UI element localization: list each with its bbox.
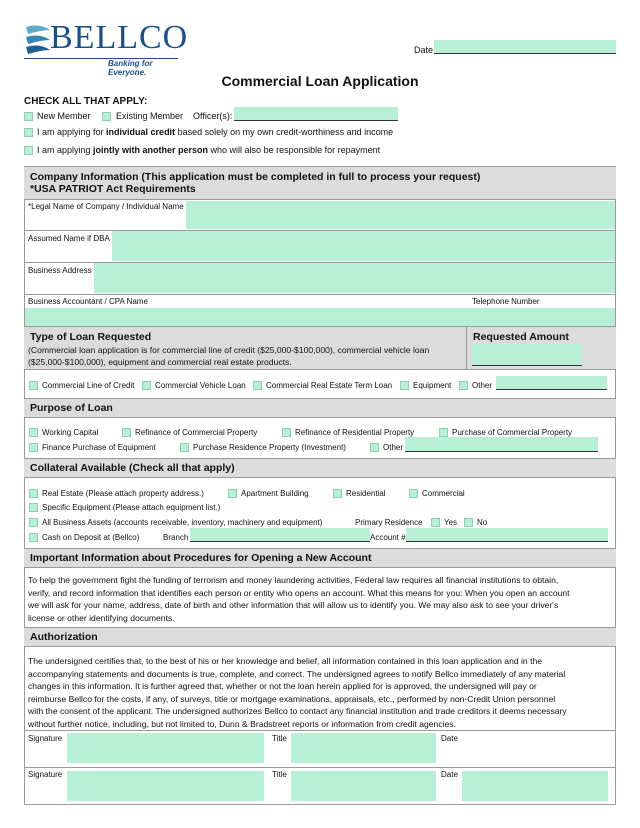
company-section-heading (24, 166, 616, 200)
legal-name-field[interactable] (186, 201, 615, 229)
important-section-heading (24, 548, 616, 568)
existing-member-label: Existing Member (116, 111, 184, 121)
all-assets-checkbox[interactable] (29, 518, 38, 527)
commercial-line-credit-checkbox[interactable] (29, 381, 38, 390)
refinance-residential-label: Refinance of Residential Property (295, 428, 415, 437)
divider (24, 730, 616, 731)
branch-field[interactable] (190, 528, 370, 542)
date-label: Date (441, 770, 458, 779)
primary-residence-label: Primary Residence (355, 518, 423, 527)
authorization-section-heading (24, 627, 616, 647)
commercial-vehicle-loan-label: Commercial Vehicle Loan (155, 381, 246, 390)
signature-label: Signature (28, 734, 63, 743)
purpose-heading: Purpose of Loan (30, 402, 113, 414)
page-title: Commercial Loan Application (221, 73, 419, 89)
purpose-other-field[interactable] (405, 437, 598, 452)
joint-credit-checkbox[interactable] (24, 146, 33, 155)
working-capital-checkbox[interactable] (29, 428, 38, 437)
working-capital-label: Working Capital (42, 428, 99, 437)
authorization-line: changes in this information. It is further agreed that, whether or not the loan herein applied for is approved, the undersigned will pay or (28, 681, 537, 691)
important-line: To help the government fight the funding of terrorism and money laundering activities, Federal law requires all financial institutions to obtain, (28, 575, 559, 585)
loan-type-heading: Type of Loan Requested (30, 331, 152, 343)
loan-type-amount-divider (466, 326, 467, 370)
new-member-label: New Member (37, 111, 91, 121)
joint-text-bold: jointly with another person (93, 145, 209, 155)
important-line: we will ask for your name, address, date of birth and other information that will allow us to identify you. We may also ask to see your driver's (28, 600, 559, 610)
real-estate-term-loan-checkbox[interactable] (253, 381, 262, 390)
date-field-2[interactable] (462, 771, 608, 801)
signature-field-1[interactable] (67, 733, 264, 763)
company-heading-line1: Company Information (This application must be completed in full to process your request) (30, 171, 481, 183)
purchase-commercial-checkbox[interactable] (439, 428, 448, 437)
telephone-label: Telephone Number (472, 297, 540, 306)
important-heading: Important Information about Procedures for Opening a New Account (30, 552, 372, 564)
real-estate-term-loan-label: Commercial Real Estate Term Loan (266, 381, 393, 390)
title-field-2[interactable] (291, 771, 436, 801)
joint-text-2: who will also be responsible for repayment (208, 145, 381, 155)
accountant-label: Business Accountant / CPA Name (28, 297, 148, 306)
requested-amount-field[interactable] (472, 344, 582, 366)
account-field[interactable] (406, 528, 608, 542)
purchase-residence-checkbox[interactable] (180, 443, 189, 452)
purchase-commercial-label: Purchase of Commercial Property (452, 428, 573, 437)
commercial-label: Commercial (422, 489, 465, 498)
title-label: Title (272, 734, 287, 743)
individual-text-2: based solely on my own credit-worthiness and income (175, 127, 394, 137)
individual-text-bold: individual credit (106, 127, 176, 137)
date-label: Date (441, 734, 458, 743)
authorization-line: with the consent of the applicant. The undersigned authorizes Bellco to contact any financial institution and trade creditors it deems necessary (28, 706, 567, 716)
signature-label: Signature (28, 770, 63, 779)
important-text (28, 574, 610, 624)
important-line: license or other identifying documents. (28, 612, 175, 623)
commercial-vehicle-loan-checkbox[interactable] (142, 381, 151, 390)
title-label: Title (272, 770, 287, 779)
accountant-field[interactable] (25, 308, 615, 326)
apartment-checkbox[interactable] (228, 489, 237, 498)
business-address-label: Business Address (28, 266, 92, 275)
residential-checkbox[interactable] (333, 489, 342, 498)
refinance-residential-checkbox[interactable] (282, 428, 291, 437)
divider (24, 767, 616, 768)
purpose-section-heading (24, 398, 616, 418)
business-address-field[interactable] (94, 263, 615, 293)
specific-equipment-checkbox[interactable] (29, 503, 38, 512)
purpose-other-label: Other (383, 443, 404, 452)
real-estate-checkbox[interactable] (29, 489, 38, 498)
yes-label: Yes (444, 518, 458, 527)
dba-label: Assumed Name if DBA (28, 234, 110, 243)
purpose-other-checkbox[interactable] (370, 443, 379, 452)
loan-other-label: Other (472, 381, 493, 390)
authorization-line: without further notice, including, but not limited to, Dunn & Bradstreet reports or information from credit agencies. (28, 718, 456, 729)
refinance-commercial-checkbox[interactable] (122, 428, 131, 437)
authorization-heading: Authorization (30, 631, 98, 643)
loan-other-checkbox[interactable] (459, 381, 468, 390)
branch-label: Branch (163, 533, 189, 542)
finance-equipment-checkbox[interactable] (29, 443, 38, 452)
authorization-line: accompanying statements and documents is true, complete, and correct. The undersigned agrees to notify Bellco immediately of any material (28, 668, 566, 679)
officer-label: Officer(s): (193, 111, 233, 121)
important-line: verify, and record information that identifies each person or entity who opens an account. What this means for you: When you open an account (28, 587, 570, 598)
loan-type-description: (Commercial loan application is for commercial line of credit ($25,000-$100,000), commercial vehicle loan ($25,000-$100,000), equipment and commercial real estate products. (28, 345, 430, 367)
legal-name-label: *Legal Name of Company / Individual Name (28, 202, 184, 211)
cash-on-deposit-label: Cash on Deposit at (Bellco) (42, 533, 140, 542)
logo-wordmark: BELLCO (50, 19, 189, 56)
authorization-text (28, 655, 610, 730)
primary-residence-no-checkbox[interactable] (464, 518, 473, 527)
equipment-label: Equipment (413, 381, 452, 390)
residential-label: Residential (346, 489, 386, 498)
individual-credit-checkbox[interactable] (24, 128, 33, 137)
no-label: No (477, 518, 488, 527)
loan-other-field[interactable] (496, 376, 607, 390)
equipment-checkbox[interactable] (400, 381, 409, 390)
finance-equipment-label: Finance Purchase of Equipment (42, 443, 156, 452)
authorization-line: reimburse Bellco for the costs, if any, of surveys, title or mortgage examinations, appraisals, etc., performed by non-Credit Union personnel (28, 693, 556, 704)
officer-field[interactable] (234, 107, 398, 121)
existing-member-checkbox[interactable] (102, 112, 111, 121)
account-label: Account # (370, 533, 406, 542)
joint-credit-label (37, 145, 380, 155)
all-assets-label: All Business Assets (accounts receivable, inventory, machinery and equipment) (42, 518, 323, 527)
purchase-residence-label: Purchase Residence Property (Investment) (193, 443, 346, 452)
real-estate-label: Real Estate (Please attach property address.) (42, 489, 204, 498)
joint-text-1: I am applying (37, 145, 94, 155)
apartment-label: Apartment Building (241, 489, 309, 498)
bellco-logo (24, 19, 189, 77)
cash-on-deposit-checkbox[interactable] (29, 533, 38, 542)
commercial-line-credit-label: Commercial Line of Credit (42, 381, 135, 390)
divider (24, 294, 616, 295)
date-field[interactable] (434, 40, 616, 54)
individual-text-1: I am applying for (37, 127, 107, 137)
refinance-commercial-label: Refinance of Commercial Property (135, 428, 258, 437)
signature-field-2[interactable] (67, 771, 264, 801)
specific-equipment-label: Specific Equipment (Please attach equipment list.) (42, 503, 221, 512)
dba-field[interactable] (112, 231, 615, 261)
commercial-checkbox[interactable] (409, 489, 418, 498)
company-heading-line2: *USA PATRIOT Act Requirements (30, 183, 196, 195)
new-member-checkbox[interactable] (24, 112, 33, 121)
individual-credit-label (37, 127, 393, 137)
primary-residence-yes-checkbox[interactable] (431, 518, 440, 527)
authorization-line: The undersigned certifies that, to the best of his or her knowledge and belief, all information contained in this loan application and in the (28, 656, 543, 666)
title-field-1[interactable] (291, 733, 436, 763)
logo-tagline: Banking for Everyone. (108, 59, 153, 77)
date-label: Date (414, 45, 434, 55)
collateral-section-heading (24, 458, 616, 478)
check-all-heading: CHECK ALL THAT APPLY: (24, 96, 148, 107)
collateral-heading: Collateral Available (Check all that apply) (30, 462, 235, 474)
requested-amount-heading: Requested Amount (473, 331, 569, 343)
